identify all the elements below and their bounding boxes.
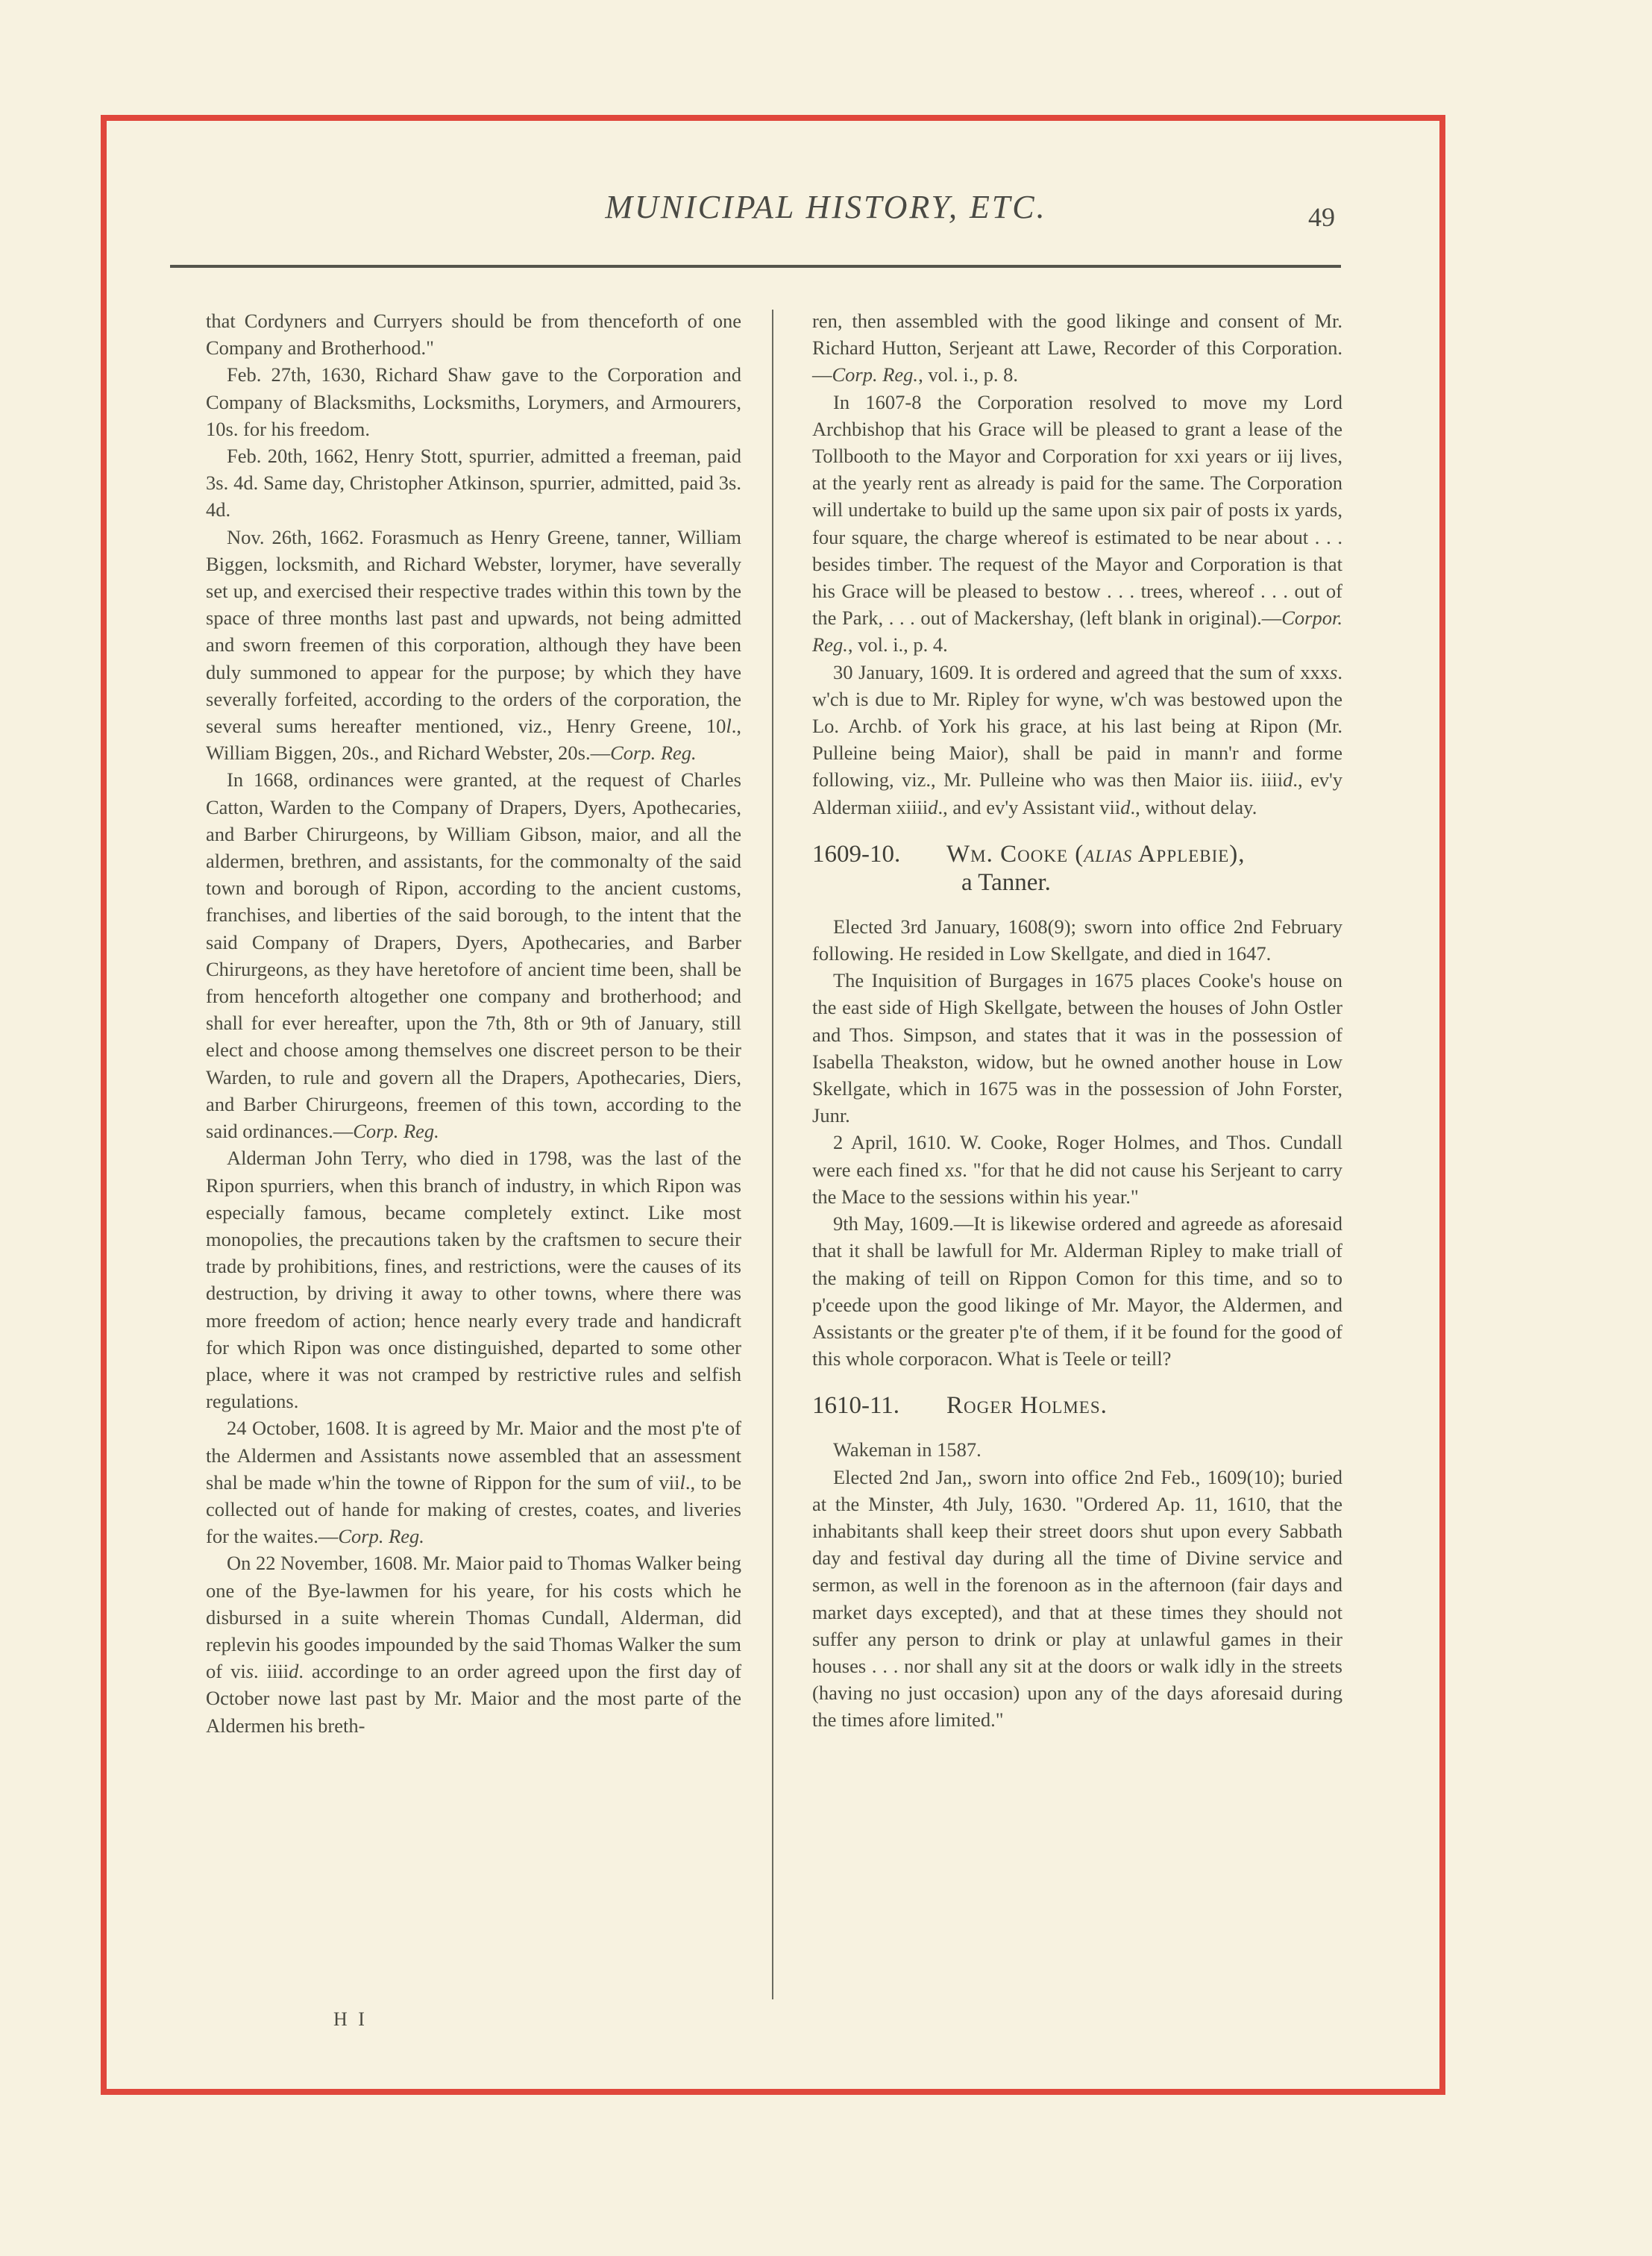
text-segment: . w'ch is due to Mr. Ripley for wyne, w'ch was bestowed upon the Lo. Archb. of York his grace, at his last being at Ripon (Mr. Pulleine being Maior), shall be paid in mann'r and forme following, viz., Mr. Pulleine who was then Maior ii [812,660,1342,792]
text-segment: 24 October, 1608. It is agreed by Mr. Maior and the most p'te of the Aldermen and Assistants nowe assembled that an assessment shal be made w'hin the towne of Rippon for the sum of vii [206,1417,741,1494]
text-segment: ., William Biggen, 20s., and Richard Webster, 20s.— [206,715,741,765]
heading-name [946,1392,1108,1419]
text-segment: . accordinge to an order agreed upon the first day of October nowe last past by Mr. Maior and the most parte of the Aldermen his breth- [206,1660,742,1737]
text-segment: ., ev'y Alderman xiiii [812,768,1342,818]
text-segment: Wakeman in 1587. [833,1438,982,1461]
italic-text: Corp. Reg. [832,363,919,386]
italic-text: l [726,715,732,738]
heading-year: 1609-10. [812,840,901,868]
paragraph [206,307,741,361]
paragraph [812,1210,1342,1372]
text-segment: Nov. 26th, 1662. Forasmuch as Henry Greene, tanner, William Biggen, locksmith, and Richard Webster, lorymer, have severally set up, and exercised their respective trades within this town by the space of three months last past and upwards, not being admitted and sworn freemen of this corporation, although they have been duly summoned to appear for the purpose; by which they have severally forfeited, according to the orders of the corporation, the several sums hereafter mentioned, viz., Henry Greene, 10 [206,525,741,738]
text-segment: ., to be collected out of hande for making of crestes, coates, and liveries for the waites.— [206,1470,742,1548]
italic-text: l [679,1470,685,1494]
text-segment: , vol. i., p. 4. [847,633,948,657]
italic-text: s [1330,660,1338,683]
text-segment: Feb. 20th, 1662, Henry Stott, spurrier, admitted a freeman, paid 3s. 4d. Same day, Christopher Atkinson, spurrier, admitted, paid 3s. 4d. [206,445,741,521]
italic-text: Corp. Reg. [353,1120,439,1143]
text-segment: . iiii [1248,768,1284,792]
text-segment: ., without delay. [1130,795,1257,818]
text-segment: Feb. 27th, 1630, Richard Shaw gave to the Corporation and Company of Blacksmiths, Locksmiths, Lorymers, and Armourers, 10s. for his freedom. [206,363,741,440]
text-segment: 30 January, 1609. It is ordered and agreed that the sum of xxx [833,660,1331,683]
text-segment: , vol. i., p. 8. [918,363,1019,386]
running-title: MUNICIPAL HISTORY, ETC. [605,189,1047,225]
text-segment: On 22 November, 1608. Mr. Maior paid to Thomas Walker being one of the Bye-lawmen for his yeare, for his costs which he disbursed in a suite wherein Thomas Cundall, Alderman, did replevin his goodes impounded by the said Thomas Walker the sum of vi [206,1552,741,1683]
paragraph [812,1464,1342,1734]
text-segment: Elected 2nd Jan,, sworn into office 2nd Feb., 1609(10); buried at the Minster, 4th July, 1630. "Ordered Ap. 11, 1610, that the inhabitants shall keep their street doors shut upon every Sabbath day and festival day during all the time of Divine service and sermon, as well in the forenoon as in the afternoon (fair days and market days excepted), and that at these times they should not suffer any person to drink or play at unlawful games in their houses . . . nor shall any sit at the doors or walk idly in the streets (having no just occasion) upon any of the days aforesaid during the times afore limited." [812,1465,1342,1732]
text-segment: Wm. Cooke ( [946,840,1084,868]
italic-text: d [928,795,938,818]
paragraph [812,307,1342,389]
paragraph [206,361,741,442]
italic-text: d [1283,768,1293,792]
text-segment: ren, then assembled with the good likinge and consent of Mr. Richard Hutton, Serjeant att Lawe, Recorder of this Corporation.— [812,310,1342,386]
italic-text: Corpor. Reg. [812,607,1342,657]
text-segment: Applebie), [1132,840,1246,868]
paragraph [206,1550,741,1738]
text-segment: . "for that he did not cause his Serjeant to carry the Mace to the sessions within his year." [812,1158,1342,1208]
text-segment: Roger Holmes. [946,1392,1108,1420]
text-segment: In 1607-8 the Corporation resolved to move my Lord Archbishop that his Grace will be pleased to grant a lease of the Tollbooth to the Mayor and Corporation for xxi years or iij lives, at the yearly rent as already is paid for the same. The Corporation will undertake to build up the same upon six pair of posts ix yards, four square, the charge whereof is estimated to be near about . . . besides timber. The request of the Mayor and Corporation is that his Grace will be pleased to bestow . . . trees, whereof . . . out of the Park, . . . out of Mackershay, (left blank in original).— [812,390,1342,630]
italic-text: Corp. Reg. [610,742,697,765]
heading-year: 1610-11. [812,1392,900,1420]
page-number: 49 [1308,202,1335,232]
text-segment: 2 April, 1610. W. Cooke, Roger Holmes, and Thos. Cundall were each fined x [812,1131,1342,1181]
paragraph [812,1129,1342,1210]
paragraph [206,442,741,524]
paragraph [206,524,741,767]
heading-name [946,841,1246,868]
paragraph [206,766,741,1144]
section-heading [812,1391,1342,1420]
paragraph [206,1414,741,1550]
italic-text: alias [1084,840,1133,868]
left-column [206,307,741,1739]
text-segment: 9th May, 1609.—It is likewise ordered and agreede as aforesaid that it shall be lawfull for Mr. Alderman Ripley to make triall of the making of teill on Rippon Comon for this time, and so to p'ceede upon the good likinge of Mr. Mayor, the Aldermen, and Assistants or the greater p'te of them, if it be found for the good of this whole corporacon. What is Teele or teill? [812,1212,1342,1370]
section-heading [812,840,1342,897]
italic-text: s [245,1660,254,1683]
text-segment: . iiii [254,1660,289,1683]
italic-text: d [1120,795,1131,818]
text-segment: ., and ev'y Assistant vii [938,795,1121,818]
italic-text: Corp. Reg. [338,1525,424,1548]
column-divider [772,310,773,1999]
italic-text: d [289,1660,299,1683]
right-column [812,307,1342,1734]
paragraph [812,389,1342,659]
paragraph [812,913,1342,967]
text-segment: Alderman John Terry, who died in 1798, was the last of the Ripon spurriers, when this branch of industry, in which Ripon was especially famous, became completely extinct. Like most monopolies, the precautions taken by the craftsmen to secure their trade by prohibitions, fines, and restrictions, were the causes of its destruction, by driving it away to other towns, where there was more freedom of action; hence nearly every trade and handicraft for which Ripon was once distinguished, departed to some other place, where it was not cramped by restrictive rules and selfish regulations. [206,1147,741,1413]
paragraph [206,1144,741,1414]
header-rule [170,265,1341,268]
signature-mark: H I [333,2008,368,2030]
italic-text: s [1240,768,1249,792]
heading-continuation: a Tanner. [961,868,1051,896]
text-segment: that Cordyners and Curryers should be from thenceforth of one Company and Brotherhood." [206,310,741,360]
text-segment: In 1668, ordinances were granted, at the request of Charles Catton, Warden to the Company of Drapers, Dyers, Apothecaries, and Barber Chirurgeons, by William Gibson, maior, and all the aldermen, brethren, and assistants, for the commonalty of the said town and borough of Ripon, according to the ancient customs, franchises, and liberties of the said borough, to the intent that the said Company of Drapers, Dyers, Apothecaries, and Barber Chirurgeons, as they have heretofore of ancient time been, shall be from henceforth altogether one company and brotherhood; and shall for ever hereafter, upon the 7th, 8th or 9th of January, still elect and choose among themselves one discreet person to be their Warden, to rule and govern all the Drapers, Apothecaries, Diers, and Barber Chirurgeons, freemen of this town, according to the said ordinances.— [206,768,741,1143]
text-segment: Elected 3rd January, 1608(9); sworn into office 2nd February following. He resided in Low Skellgate, and died in 1647. [812,915,1342,965]
paragraph [812,967,1342,1129]
paragraph [812,659,1342,821]
text-segment: The Inquisition of Burgages in 1675 places Cooke's house on the east side of High Skellgate, between the houses of John Ostler and Thos. Simpson, and states that it was in the possession of Isabella Theakston, widow, but he owned another house in Low Skellgate, which in 1675 was in the possession of John Forster, Junr. [812,969,1342,1127]
italic-text: s [954,1158,963,1181]
paragraph [812,1436,1342,1463]
